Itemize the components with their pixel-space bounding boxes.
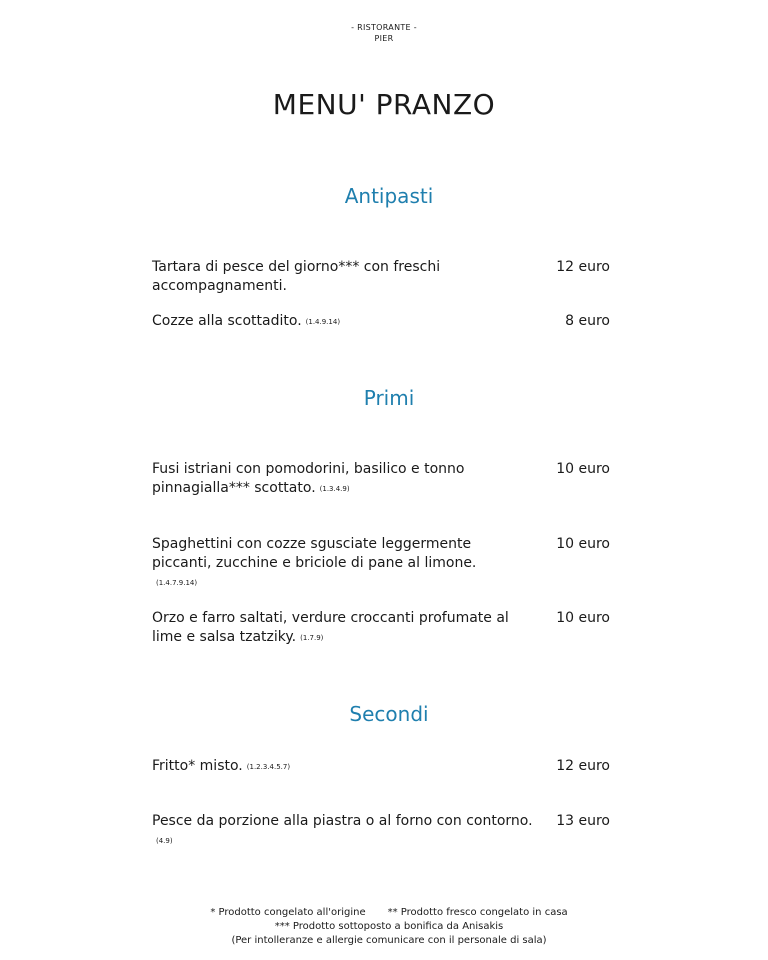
brand-line-1: - RISTORANTE - [351,23,417,32]
allergen-codes: (1.4.7.9.14) [156,579,198,587]
item-price: 12 euro [556,758,610,774]
item-price: 10 euro [556,610,610,626]
item-name: Cozze alla scottadito. [152,313,302,329]
item-description [152,258,552,296]
section-title-secondi: Secondi [349,702,429,726]
item-name: Fritto* misto. [152,758,243,774]
restaurant-brand [0,22,768,44]
item-description [152,609,542,648]
note-anisakis: *** Prodotto sottoposto a bonifica da Anisakis [274,921,504,932]
item-name: Pesce da porzione alla piastra o al forno con contorno. [152,813,533,829]
section-title-primi: Primi [363,386,415,410]
item-description [152,812,552,851]
menu-title: MENU' PRANZO [272,88,496,121]
allergen-codes: (1.2.3.4.5.7) [246,763,291,771]
footer-line-1 [0,906,768,920]
note-allergies: (Per intolleranze e allergie comunicare con il personale di sala) [231,935,547,946]
item-description [152,460,542,499]
item-price: 8 euro [565,313,610,329]
item-name: Orzo e farro saltati, verdure croccanti profumate al lime e salsa tzatziky. [152,610,509,645]
item-description [152,535,512,593]
brand-line-2: PIER [374,34,394,43]
item-price: 12 euro [556,259,610,275]
footer-notes [0,906,768,948]
allergen-codes: (1.4.9.14) [305,318,341,326]
allergen-codes: (1.7.9) [300,634,324,642]
note-frozen-house: ** Prodotto fresco congelato in casa [387,907,568,918]
item-description [152,312,542,332]
allergen-codes: (4.9) [156,837,173,845]
item-description [152,757,542,777]
item-price: 10 euro [556,536,610,552]
item-name: Fusi istriani con pomodorini, basilico e tonno pinnagialla*** scottato. [152,461,465,496]
item-price: 10 euro [556,461,610,477]
allergen-codes: (1.3.4.9) [319,485,350,493]
section-title-antipasti: Antipasti [344,184,434,208]
item-name: Tartara di pesce del giorno*** con freschi accompagnamenti. [152,259,441,294]
note-frozen-origin: * Prodotto congelato all'origine [210,907,366,918]
item-price: 13 euro [556,813,610,829]
item-name: Spaghettini con cozze sgusciate leggermente piccanti, zucchine e briciole di pane al limone. [152,536,477,571]
